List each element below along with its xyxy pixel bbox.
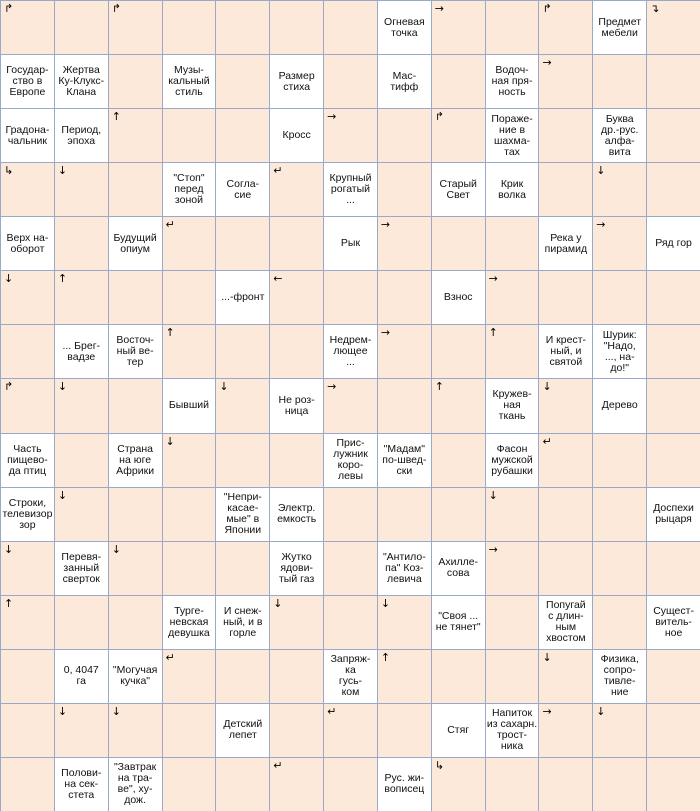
clue-cell: И снеж- ный, и в горле	[216, 596, 269, 649]
answer-cell[interactable]	[216, 542, 269, 595]
answer-cell[interactable]	[593, 596, 646, 649]
answer-cell[interactable]	[163, 271, 216, 324]
answer-cell[interactable]	[216, 109, 269, 162]
answer-cell[interactable]	[55, 271, 108, 324]
answer-cell[interactable]	[55, 163, 108, 216]
answer-cell[interactable]	[1, 163, 54, 216]
clue-cell: Страна на юге Африки	[109, 434, 162, 487]
direction-arrow-icon: ↓	[219, 380, 229, 394]
direction-arrow-icon: ↓	[57, 164, 68, 178]
direction-arrow-icon: ↓	[596, 704, 606, 718]
clue-cell: "Мадам" по-швед- ски	[378, 434, 431, 487]
answer-cell[interactable]	[539, 704, 592, 757]
clue-cell: Фасон мужской рубашки	[486, 434, 539, 487]
answer-cell[interactable]	[163, 325, 216, 378]
clue-cell: Сущест- витель- ное	[647, 596, 700, 649]
answer-cell[interactable]	[163, 217, 216, 270]
direction-arrow-icon: →	[542, 704, 552, 718]
answer-cell[interactable]	[163, 1, 216, 54]
direction-arrow-icon: →	[542, 56, 552, 70]
answer-cell[interactable]	[593, 217, 646, 270]
answer-cell[interactable]	[539, 758, 592, 811]
answer-cell[interactable]	[593, 488, 646, 541]
clue-cell: Перевя- занный сверток	[55, 542, 108, 595]
clue-cell: Кросс	[270, 109, 323, 162]
clue-cell: Предмет мебели	[593, 1, 646, 54]
answer-cell[interactable]	[593, 704, 646, 757]
clue-cell: Электр. емкость	[270, 488, 323, 541]
clue-cell: Будущий опиум	[109, 217, 162, 270]
answer-cell[interactable]	[486, 217, 539, 270]
answer-cell[interactable]	[1, 758, 54, 811]
clue-cell: Ахилле- сова	[432, 542, 485, 595]
answer-cell[interactable]	[270, 163, 323, 216]
answer-cell[interactable]	[432, 650, 485, 703]
answer-cell[interactable]	[324, 488, 377, 541]
answer-cell[interactable]	[109, 109, 162, 162]
clue-cell: Буква др.-рус. алфа- вита	[593, 109, 646, 162]
answer-cell[interactable]	[432, 1, 485, 54]
answer-cell[interactable]	[432, 217, 485, 270]
clue-cell: Водоч- ная пря- ность	[486, 55, 539, 108]
answer-cell[interactable]	[378, 217, 431, 270]
answer-cell[interactable]	[270, 1, 323, 54]
clue-cell: Градона- чальник	[1, 109, 54, 162]
answer-cell[interactable]	[539, 379, 592, 432]
answer-cell[interactable]	[216, 55, 269, 108]
answer-cell[interactable]	[324, 1, 377, 54]
clue-cell: Крупный рогатый ...	[324, 163, 377, 216]
direction-arrow-icon: ↵	[165, 650, 175, 664]
answer-cell[interactable]	[55, 1, 108, 54]
answer-cell[interactable]	[270, 434, 323, 487]
answer-cell[interactable]	[270, 325, 323, 378]
answer-cell[interactable]	[216, 217, 269, 270]
answer-cell[interactable]	[55, 488, 108, 541]
answer-cell[interactable]	[539, 1, 592, 54]
answer-cell[interactable]	[486, 1, 539, 54]
answer-cell[interactable]	[593, 542, 646, 595]
direction-arrow-icon: ↱	[4, 380, 14, 394]
direction-arrow-icon: ↑	[57, 272, 68, 286]
direction-arrow-icon: ↑	[488, 326, 498, 340]
answer-cell[interactable]	[432, 325, 485, 378]
answer-cell[interactable]	[378, 650, 431, 703]
answer-cell[interactable]	[1, 379, 54, 432]
direction-arrow-icon: ↵	[273, 758, 283, 772]
clue-cell: Физика, сопро- тивле- ние	[593, 650, 646, 703]
clue-cell: Верх на- оборот	[1, 217, 54, 270]
answer-cell[interactable]	[647, 109, 700, 162]
answer-cell[interactable]	[55, 434, 108, 487]
clue-cell: Ряд гор	[647, 217, 700, 270]
direction-arrow-icon: ↴	[650, 2, 660, 15]
clue-cell: И крест- ный, и святой	[539, 325, 592, 378]
clue-cell: Старый Свет	[432, 163, 485, 216]
clue-cell: Полови- на сек- стета	[55, 758, 108, 811]
direction-arrow-icon: ↓	[273, 596, 283, 610]
answer-cell[interactable]	[216, 650, 269, 703]
answer-cell[interactable]	[539, 55, 592, 108]
clue-cell: Прис- лужник коро- левы	[324, 434, 377, 487]
clue-cell: Огневая точка	[378, 1, 431, 54]
answer-cell[interactable]	[539, 434, 592, 487]
answer-cell[interactable]	[539, 271, 592, 324]
clue-cell: Кружев- ная ткань	[486, 379, 539, 432]
clue-cell: Период, эпоха	[55, 109, 108, 162]
answer-cell[interactable]	[378, 325, 431, 378]
clue-cell: Рык	[324, 217, 377, 270]
clue-cell: Турге- невская девушка	[163, 596, 216, 649]
direction-arrow-icon: ↱	[542, 2, 552, 15]
answer-cell[interactable]	[378, 271, 431, 324]
answer-cell[interactable]	[1, 596, 54, 649]
answer-cell[interactable]	[270, 704, 323, 757]
answer-cell[interactable]	[432, 55, 485, 108]
answer-cell[interactable]	[216, 434, 269, 487]
direction-arrow-icon: ↓	[111, 704, 121, 718]
answer-cell[interactable]	[486, 271, 539, 324]
answer-cell[interactable]	[216, 325, 269, 378]
clue-cell: "Завтрак на тра- ве", ху- дож.	[109, 758, 162, 811]
direction-arrow-icon: →	[488, 542, 498, 556]
clue-cell: Крик волка	[486, 163, 539, 216]
clue-cell: Детский лепет	[216, 704, 269, 757]
clue-cell: Мас- тифф	[378, 55, 431, 108]
answer-cell[interactable]	[432, 488, 485, 541]
answer-cell[interactable]	[647, 271, 700, 324]
answer-cell[interactable]	[324, 596, 377, 649]
answer-cell[interactable]	[539, 542, 592, 595]
clue-cell: "Могучая кучка"	[109, 650, 162, 703]
answer-cell[interactable]	[270, 271, 323, 324]
answer-cell[interactable]	[324, 379, 377, 432]
answer-cell[interactable]	[647, 379, 700, 432]
answer-cell[interactable]	[324, 542, 377, 595]
answer-cell[interactable]	[432, 434, 485, 487]
direction-arrow-icon: ↓	[165, 434, 175, 448]
answer-cell[interactable]	[324, 55, 377, 108]
direction-arrow-icon: ↑	[111, 110, 121, 124]
answer-cell[interactable]	[163, 704, 216, 757]
direction-arrow-icon: ↓	[4, 272, 14, 286]
answer-cell[interactable]	[1, 704, 54, 757]
clue-cell: Государ- ство в Европе	[1, 55, 54, 108]
answer-cell[interactable]	[1, 1, 54, 54]
answer-cell[interactable]	[647, 542, 700, 595]
answer-cell[interactable]	[109, 55, 162, 108]
answer-cell[interactable]	[163, 488, 216, 541]
direction-arrow-icon: ↑	[434, 380, 444, 394]
answer-cell[interactable]	[593, 271, 646, 324]
answer-cell[interactable]	[109, 1, 162, 54]
answer-cell[interactable]	[270, 217, 323, 270]
answer-cell[interactable]	[539, 650, 592, 703]
clue-cell: Река у пирамид	[539, 217, 592, 270]
answer-cell[interactable]	[1, 650, 54, 703]
direction-arrow-icon: ↵	[273, 164, 283, 178]
answer-cell[interactable]	[539, 109, 592, 162]
clue-cell: 0, 4047 га	[55, 650, 108, 703]
answer-cell[interactable]	[432, 109, 485, 162]
answer-cell[interactable]	[324, 109, 377, 162]
direction-arrow-icon: ←	[273, 272, 283, 286]
answer-cell[interactable]	[216, 758, 269, 811]
clue-cell: Бывший	[163, 379, 216, 432]
answer-cell[interactable]	[163, 109, 216, 162]
direction-arrow-icon: ↓	[488, 488, 498, 502]
answer-cell[interactable]	[378, 379, 431, 432]
direction-arrow-icon: ↓	[596, 164, 606, 178]
answer-cell[interactable]	[486, 488, 539, 541]
answer-cell[interactable]	[486, 758, 539, 811]
clue-cell: Недрем- лющее ...	[324, 325, 377, 378]
answer-cell[interactable]	[486, 325, 539, 378]
answer-cell[interactable]	[378, 163, 431, 216]
clue-cell: Жертва Ку-Клукс- Клана	[55, 55, 108, 108]
answer-cell[interactable]	[539, 163, 592, 216]
answer-cell[interactable]	[378, 488, 431, 541]
direction-arrow-icon: →	[380, 218, 391, 232]
answer-cell[interactable]	[647, 55, 700, 108]
answer-cell[interactable]	[163, 542, 216, 595]
answer-cell[interactable]	[216, 1, 269, 54]
direction-arrow-icon: ↓	[542, 380, 552, 394]
answer-cell[interactable]	[270, 596, 323, 649]
answer-cell[interactable]	[1, 325, 54, 378]
direction-arrow-icon: ↵	[327, 704, 337, 718]
direction-arrow-icon: →	[488, 272, 498, 286]
direction-arrow-icon: ↓	[4, 542, 14, 556]
direction-arrow-icon: ↵	[542, 434, 552, 448]
clue-cell: ... Брег- вадзе	[55, 325, 108, 378]
answer-cell[interactable]	[593, 55, 646, 108]
answer-cell[interactable]	[55, 704, 108, 757]
clue-cell: Рус. жи- вописец	[378, 758, 431, 811]
direction-arrow-icon: ↱	[4, 2, 14, 15]
answer-cell[interactable]	[647, 325, 700, 378]
answer-cell[interactable]	[109, 271, 162, 324]
direction-arrow-icon: ↳	[434, 758, 444, 772]
answer-cell[interactable]	[163, 758, 216, 811]
clue-cell: Шурик: "Надо, ..., на- до!"	[593, 325, 646, 378]
clue-cell: Строки, телевизор зор	[1, 488, 54, 541]
clue-cell: "Своя ... не тянет"	[432, 596, 485, 649]
clue-cell: Часть пищево- да птиц	[1, 434, 54, 487]
answer-cell[interactable]	[647, 1, 700, 54]
answer-cell[interactable]	[378, 704, 431, 757]
answer-cell[interactable]	[324, 758, 377, 811]
clue-cell: ...-фронт	[216, 271, 269, 324]
clue-cell: Доспехи рыцаря	[647, 488, 700, 541]
answer-cell[interactable]	[109, 379, 162, 432]
direction-arrow-icon: ↓	[57, 488, 68, 502]
clue-cell: Согла- сие	[216, 163, 269, 216]
clue-cell: Запряж- ка гусь- ком	[324, 650, 377, 703]
answer-cell[interactable]	[432, 379, 485, 432]
clue-cell: Дерево	[593, 379, 646, 432]
answer-cell[interactable]	[163, 434, 216, 487]
clue-cell: Стяг	[432, 704, 485, 757]
direction-arrow-icon: ↓	[111, 542, 121, 556]
direction-arrow-icon: ↱	[434, 110, 444, 124]
answer-cell[interactable]	[1, 271, 54, 324]
answer-cell[interactable]	[270, 650, 323, 703]
answer-cell[interactable]	[55, 379, 108, 432]
direction-arrow-icon: ↓	[57, 380, 68, 394]
clue-cell: Размер стиха	[270, 55, 323, 108]
direction-arrow-icon: ↓	[57, 704, 68, 718]
answer-cell[interactable]	[486, 596, 539, 649]
answer-cell[interactable]	[593, 163, 646, 216]
answer-cell[interactable]	[593, 758, 646, 811]
direction-arrow-icon: ↱	[111, 2, 121, 15]
clue-cell: Взнос	[432, 271, 485, 324]
answer-cell[interactable]	[109, 163, 162, 216]
clue-cell: "Антило- па" Коз- левича	[378, 542, 431, 595]
clue-cell: Восточ- ный ве- тер	[109, 325, 162, 378]
answer-cell[interactable]	[109, 596, 162, 649]
answer-cell[interactable]	[378, 596, 431, 649]
direction-arrow-icon: ↑	[380, 650, 391, 664]
answer-cell[interactable]	[163, 650, 216, 703]
direction-arrow-icon: ↳	[4, 164, 14, 178]
answer-cell[interactable]	[55, 596, 108, 649]
answer-cell[interactable]	[324, 704, 377, 757]
clue-cell: Жутко ядови- тый газ	[270, 542, 323, 595]
answer-cell[interactable]	[216, 379, 269, 432]
answer-cell[interactable]	[55, 217, 108, 270]
answer-cell[interactable]	[109, 542, 162, 595]
answer-cell[interactable]	[486, 542, 539, 595]
direction-arrow-icon: →	[434, 2, 444, 15]
direction-arrow-icon: ↓	[380, 596, 391, 610]
direction-arrow-icon: →	[380, 326, 391, 340]
clue-cell: Не роз- ница	[270, 379, 323, 432]
direction-arrow-icon: ↵	[165, 218, 175, 232]
answer-cell[interactable]	[270, 758, 323, 811]
answer-cell[interactable]	[109, 704, 162, 757]
answer-cell[interactable]	[647, 704, 700, 757]
clue-cell: "Стоп" перед зоной	[163, 163, 216, 216]
answer-cell[interactable]	[539, 488, 592, 541]
answer-cell[interactable]	[593, 434, 646, 487]
clue-cell: Музы- кальный стиль	[163, 55, 216, 108]
answer-cell[interactable]	[1, 542, 54, 595]
clue-cell: Попугай с длин- ным хвостом	[539, 596, 592, 649]
direction-arrow-icon: ↑	[165, 326, 175, 340]
clue-cell: "Непри- касае- мые" в Японии	[216, 488, 269, 541]
clue-cell: Напиток из сахарн. трост- ника	[486, 704, 539, 757]
answer-cell[interactable]	[647, 650, 700, 703]
direction-arrow-icon: ↓	[542, 650, 552, 664]
answer-cell[interactable]	[486, 650, 539, 703]
direction-arrow-icon: →	[327, 110, 337, 124]
answer-cell[interactable]	[432, 758, 485, 811]
direction-arrow-icon: →	[596, 218, 606, 232]
answer-cell[interactable]	[378, 109, 431, 162]
answer-cell[interactable]	[324, 271, 377, 324]
answer-cell[interactable]	[647, 434, 700, 487]
answer-cell[interactable]	[109, 488, 162, 541]
answer-cell[interactable]	[647, 758, 700, 811]
direction-arrow-icon: ↑	[4, 596, 14, 610]
direction-arrow-icon: →	[327, 380, 337, 394]
clue-cell: Пораже- ние в шахма- тах	[486, 109, 539, 162]
answer-cell[interactable]	[647, 163, 700, 216]
